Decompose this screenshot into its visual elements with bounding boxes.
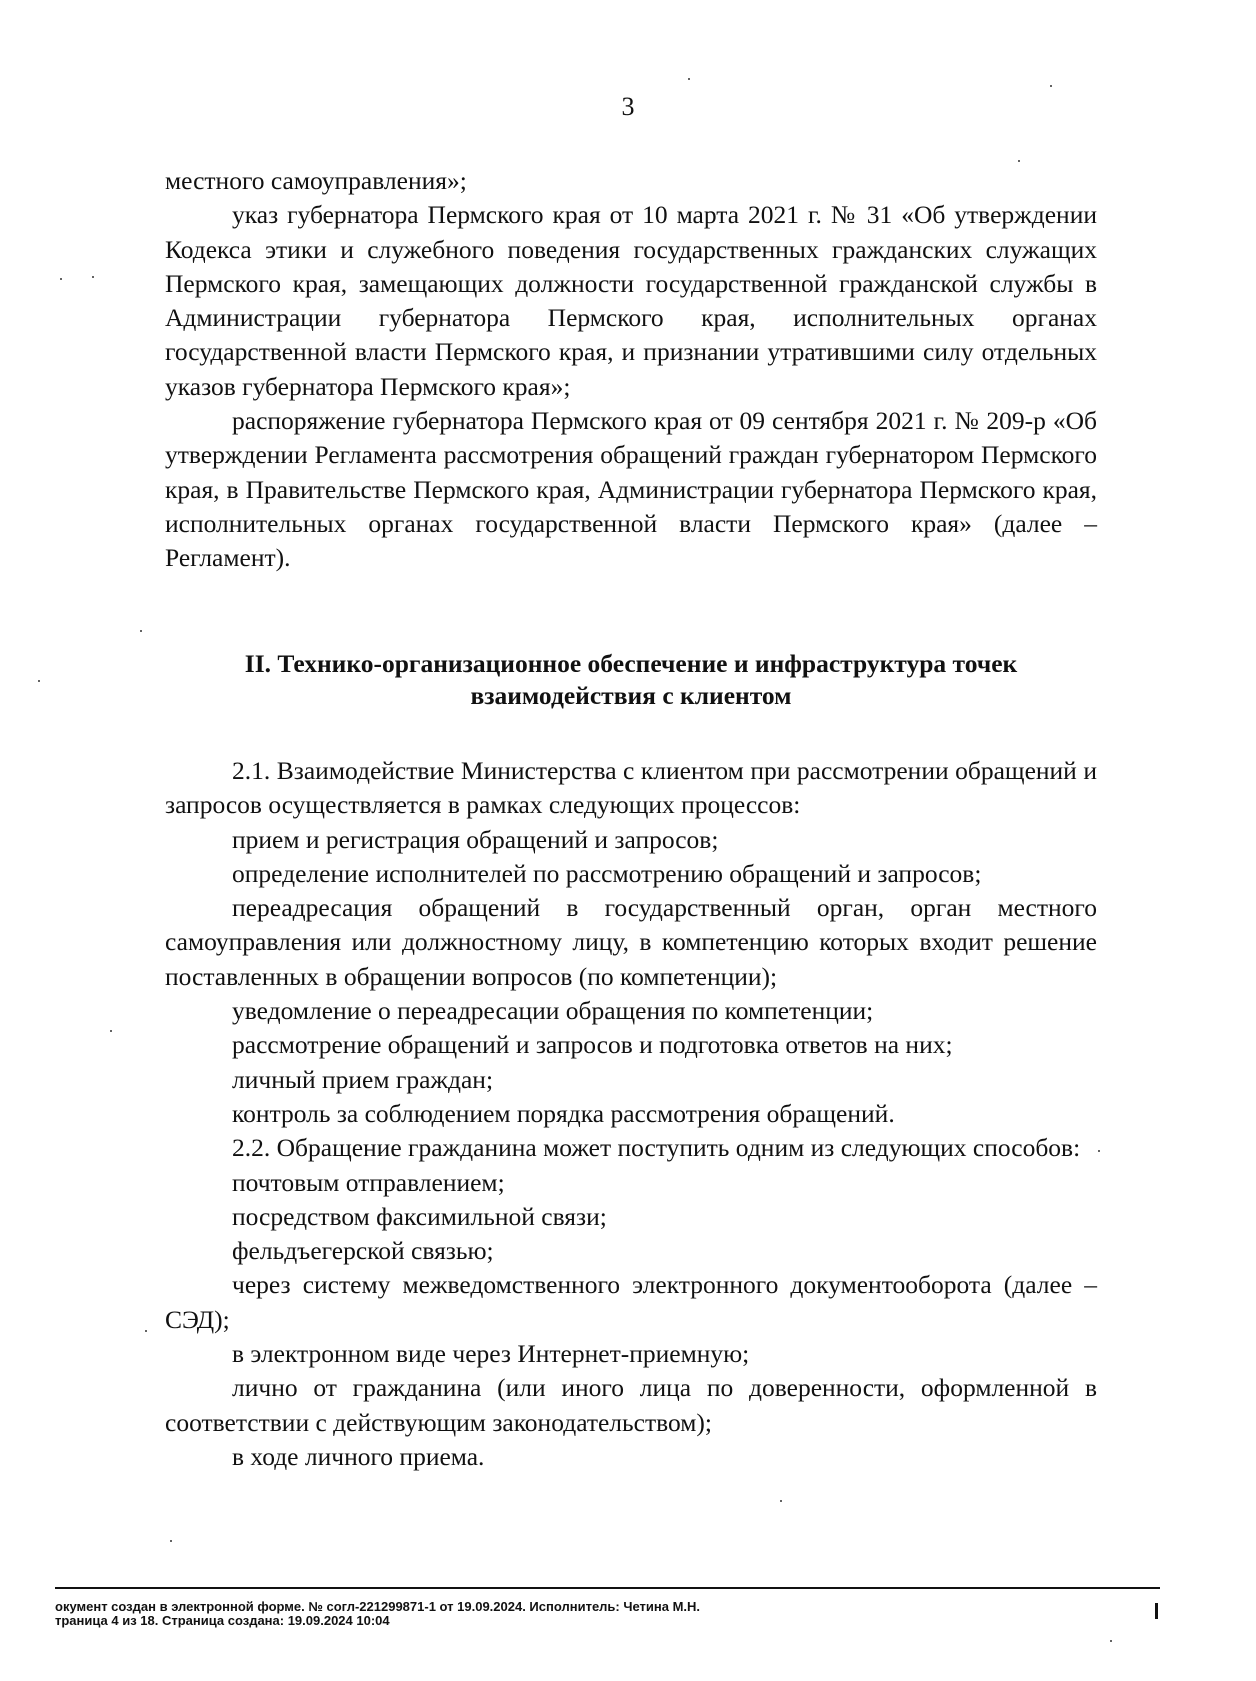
paragraph: указ губернатора Пермского края от 10 марта 2021 г. № 31 «Об утверждении Кодекса этики и служебного поведения государственных гражданских служащих Пермского края, замещающих должности государственной гражданской службы в Администрации губернатора Пермского края, исполнительных органах государственной власти Пермского края, и признании утратившими силу отдельных указов губернатора Пермского края»;: [165, 200, 1097, 401]
scan-speck: [92, 276, 94, 278]
section-heading: [165, 648, 1097, 712]
list-item: посредством факсимильной связи;: [232, 1201, 607, 1231]
list-item: в электронном виде через Интернет-приемную;: [232, 1339, 750, 1369]
list-item: определение исполнителей по рассмотрению обращений и запросов;: [232, 858, 982, 888]
scan-speck: [110, 1030, 112, 1032]
scan-speck: [38, 680, 40, 682]
list-item: личный прием граждан;: [232, 1064, 494, 1094]
scan-speck: [1050, 85, 1052, 87]
section-text-block: [165, 754, 1097, 1474]
scan-speck: [145, 1330, 147, 1332]
scan-speck: [140, 630, 142, 632]
list-item: уведомление о переадресации обращения по компетенции;: [232, 996, 874, 1026]
footer-divider: [55, 1587, 1160, 1589]
scan-speck: [60, 278, 62, 280]
list-item: лично от гражданина (или иного лица по доверенности, оформленной в соответствии с действующим законодательством);: [165, 1373, 1097, 1437]
list-item: контроль за соблюдением порядка рассмотрения обращений.: [232, 1098, 895, 1128]
section-heading-line: II. Технико-организационное обеспечение и инфраструктура точек: [244, 649, 1018, 678]
footer-mark: [1155, 1603, 1158, 1619]
scan-speck: [1018, 160, 1020, 162]
footer-page-info: траница 4 из 18. Страница создана: 19.09.2024 10:04: [55, 1613, 390, 1628]
list-item: фельдъегерской связью;: [232, 1236, 494, 1266]
page-number: 3: [621, 92, 635, 121]
scan-speck: [780, 1500, 782, 1502]
list-item: прием и регистрация обращений и запросов;: [232, 824, 719, 854]
list-item: рассмотрение обращений и запросов и подготовка ответов на них;: [232, 1030, 953, 1060]
top-text-block: [165, 164, 1097, 576]
paragraph: 2.1. Взаимодействие Министерства с клиентом при рассмотрении обращений и запросов осуществляется в рамках следующих процессов:: [165, 756, 1097, 820]
scan-speck: [1098, 1150, 1100, 1152]
paragraph: 2.2. Обращение гражданина может поступить одним из следующих способов:: [232, 1133, 1081, 1163]
scan-speck: [688, 78, 690, 80]
scan-speck: [170, 1540, 172, 1542]
paragraph: распоряжение губернатора Пермского края от 09 сентября 2021 г. № 209-р «Об утверждении Регламента рассмотрения обращений граждан губернатором Пермского края, в Правительстве Пермского края, Администрации губернатора Пермского края, исполнительных органах государственной власти Пермского края» (далее – Регламент).: [165, 406, 1097, 573]
list-item: переадресация обращений в государственный орган, орган местного самоуправления или должностному лицу, в компетенцию которых входит решение поставленных в обращении вопросов (по компетенции);: [165, 893, 1097, 991]
scan-speck: [1110, 1640, 1112, 1642]
list-item: через систему межведомственного электронного документооборота (далее – СЭД);: [165, 1270, 1097, 1334]
list-item: в ходе личного приема.: [232, 1441, 485, 1471]
footer-document-info: окумент создан в электронной форме. № согл-221299871-1 от 19.09.2024. Исполнитель: Четина М.Н.: [55, 1599, 701, 1614]
list-item: почтовым отправлением;: [232, 1167, 505, 1197]
paragraph: местного самоуправления»;: [165, 166, 467, 195]
section-heading-line: взаимодействия с клиентом: [470, 681, 792, 710]
